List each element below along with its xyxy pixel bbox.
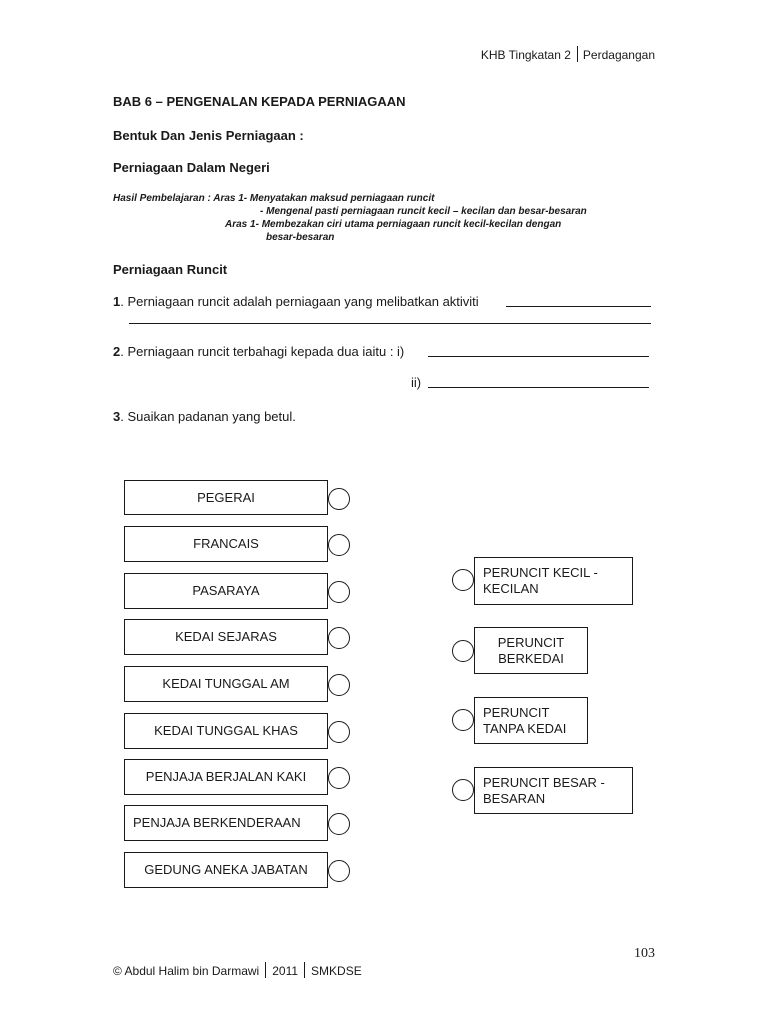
match-right-item: PERUNCIT BESAR - BESARAN [474, 767, 633, 814]
question-2 [113, 344, 404, 359]
match-left-connector[interactable] [328, 488, 350, 510]
learning-outcome-line-3 [225, 218, 561, 231]
learning-outcome-label-2: Aras 1- [225, 219, 262, 230]
question-1-answer-blank-2[interactable] [129, 323, 651, 324]
question-2-text: . Perniagaan runcit terbahagi kepada dua iaitu : i) [120, 344, 405, 359]
footer-divider [304, 962, 305, 978]
match-left-connector[interactable] [328, 581, 350, 603]
match-left-connector[interactable] [328, 674, 350, 696]
match-left-connector[interactable] [328, 767, 350, 789]
learning-outcome-item-2: - Mengenal pasti perniagaan runcit kecil – kecilan dan besar-besaran [260, 206, 587, 217]
learning-outcome-item-3: Membezakan ciri utama perniagaan runcit kecil-kecilan dengan [261, 219, 562, 230]
match-right-item: PERUNCIT TANPA KEDAI [474, 697, 588, 744]
match-right-item: PERUNCIT KECIL - KECILAN [474, 557, 633, 605]
question-3-text: . Suaikan padanan yang betul. [120, 409, 296, 424]
match-left-connector[interactable] [328, 813, 350, 835]
header-divider [577, 46, 578, 62]
header-subject: KHB Tingkatan 2 [480, 48, 571, 62]
footer-year: 2011 [272, 964, 299, 978]
learning-outcome-item-3-cont: besar-besaran [266, 232, 335, 243]
match-left-item: PEGERAI [124, 480, 328, 515]
match-right-connector[interactable] [452, 569, 474, 591]
question-2-answer-blank-i[interactable] [428, 356, 649, 357]
match-left-connector[interactable] [328, 721, 350, 743]
question-3-number: 3 [113, 409, 121, 424]
learning-outcome-label: Hasil Pembelajaran : Aras 1- [113, 193, 250, 204]
match-left-item: PASARAYA [124, 573, 328, 609]
match-right-item: PERUNCIT BERKEDAI [474, 627, 588, 674]
match-left-connector[interactable] [328, 534, 350, 556]
page-footer [113, 962, 362, 978]
question-2-answer-blank-ii[interactable] [428, 387, 649, 388]
footer-school: SMKDSE [311, 964, 362, 978]
header-topic: Perdagangan [582, 48, 655, 62]
question-2-number: 2 [113, 344, 121, 359]
match-left-item: KEDAI TUNGGAL AM [124, 666, 328, 702]
match-left-item: FRANCAIS [124, 526, 328, 562]
learning-outcome-line-1 [113, 192, 434, 205]
subsection-title: Perniagaan Dalam Negeri [113, 160, 270, 175]
footer-divider [265, 962, 266, 978]
match-left-connector[interactable] [328, 627, 350, 649]
match-left-item: PENJAJA BERKENDERAAN [124, 805, 328, 841]
chapter-title: BAB 6 – PENGENALAN KEPADA PERNIAGAAN [113, 94, 406, 109]
page-header [481, 46, 655, 62]
question-1 [113, 294, 479, 309]
match-right-connector[interactable] [452, 779, 474, 801]
question-3 [113, 409, 296, 424]
page-number: 103 [634, 946, 655, 961]
match-left-item: KEDAI TUNGGAL KHAS [124, 713, 328, 749]
question-1-text: . Perniagaan runcit adalah perniagaan yang melibatkan aktiviti [120, 294, 479, 309]
footer-author: © Abdul Halim bin Darmawi [113, 964, 260, 978]
section-title: Bentuk Dan Jenis Perniagaan : [113, 128, 304, 143]
match-right-connector[interactable] [452, 709, 474, 731]
match-left-item: GEDUNG ANEKA JABATAN [124, 852, 328, 888]
learning-outcome-item-1: Menyatakan maksud perniagaan runcit [249, 193, 435, 204]
topic-heading: Perniagaan Runcit [113, 262, 228, 277]
match-right-connector[interactable] [452, 640, 474, 662]
match-left-item: KEDAI SEJARAS [124, 619, 328, 655]
match-left-item: PENJAJA BERJALAN KAKI [124, 759, 328, 795]
question-1-number: 1 [113, 294, 121, 309]
question-1-answer-blank[interactable] [506, 306, 651, 307]
match-left-connector[interactable] [328, 860, 350, 882]
question-2-part-ii: ii) [411, 375, 422, 390]
